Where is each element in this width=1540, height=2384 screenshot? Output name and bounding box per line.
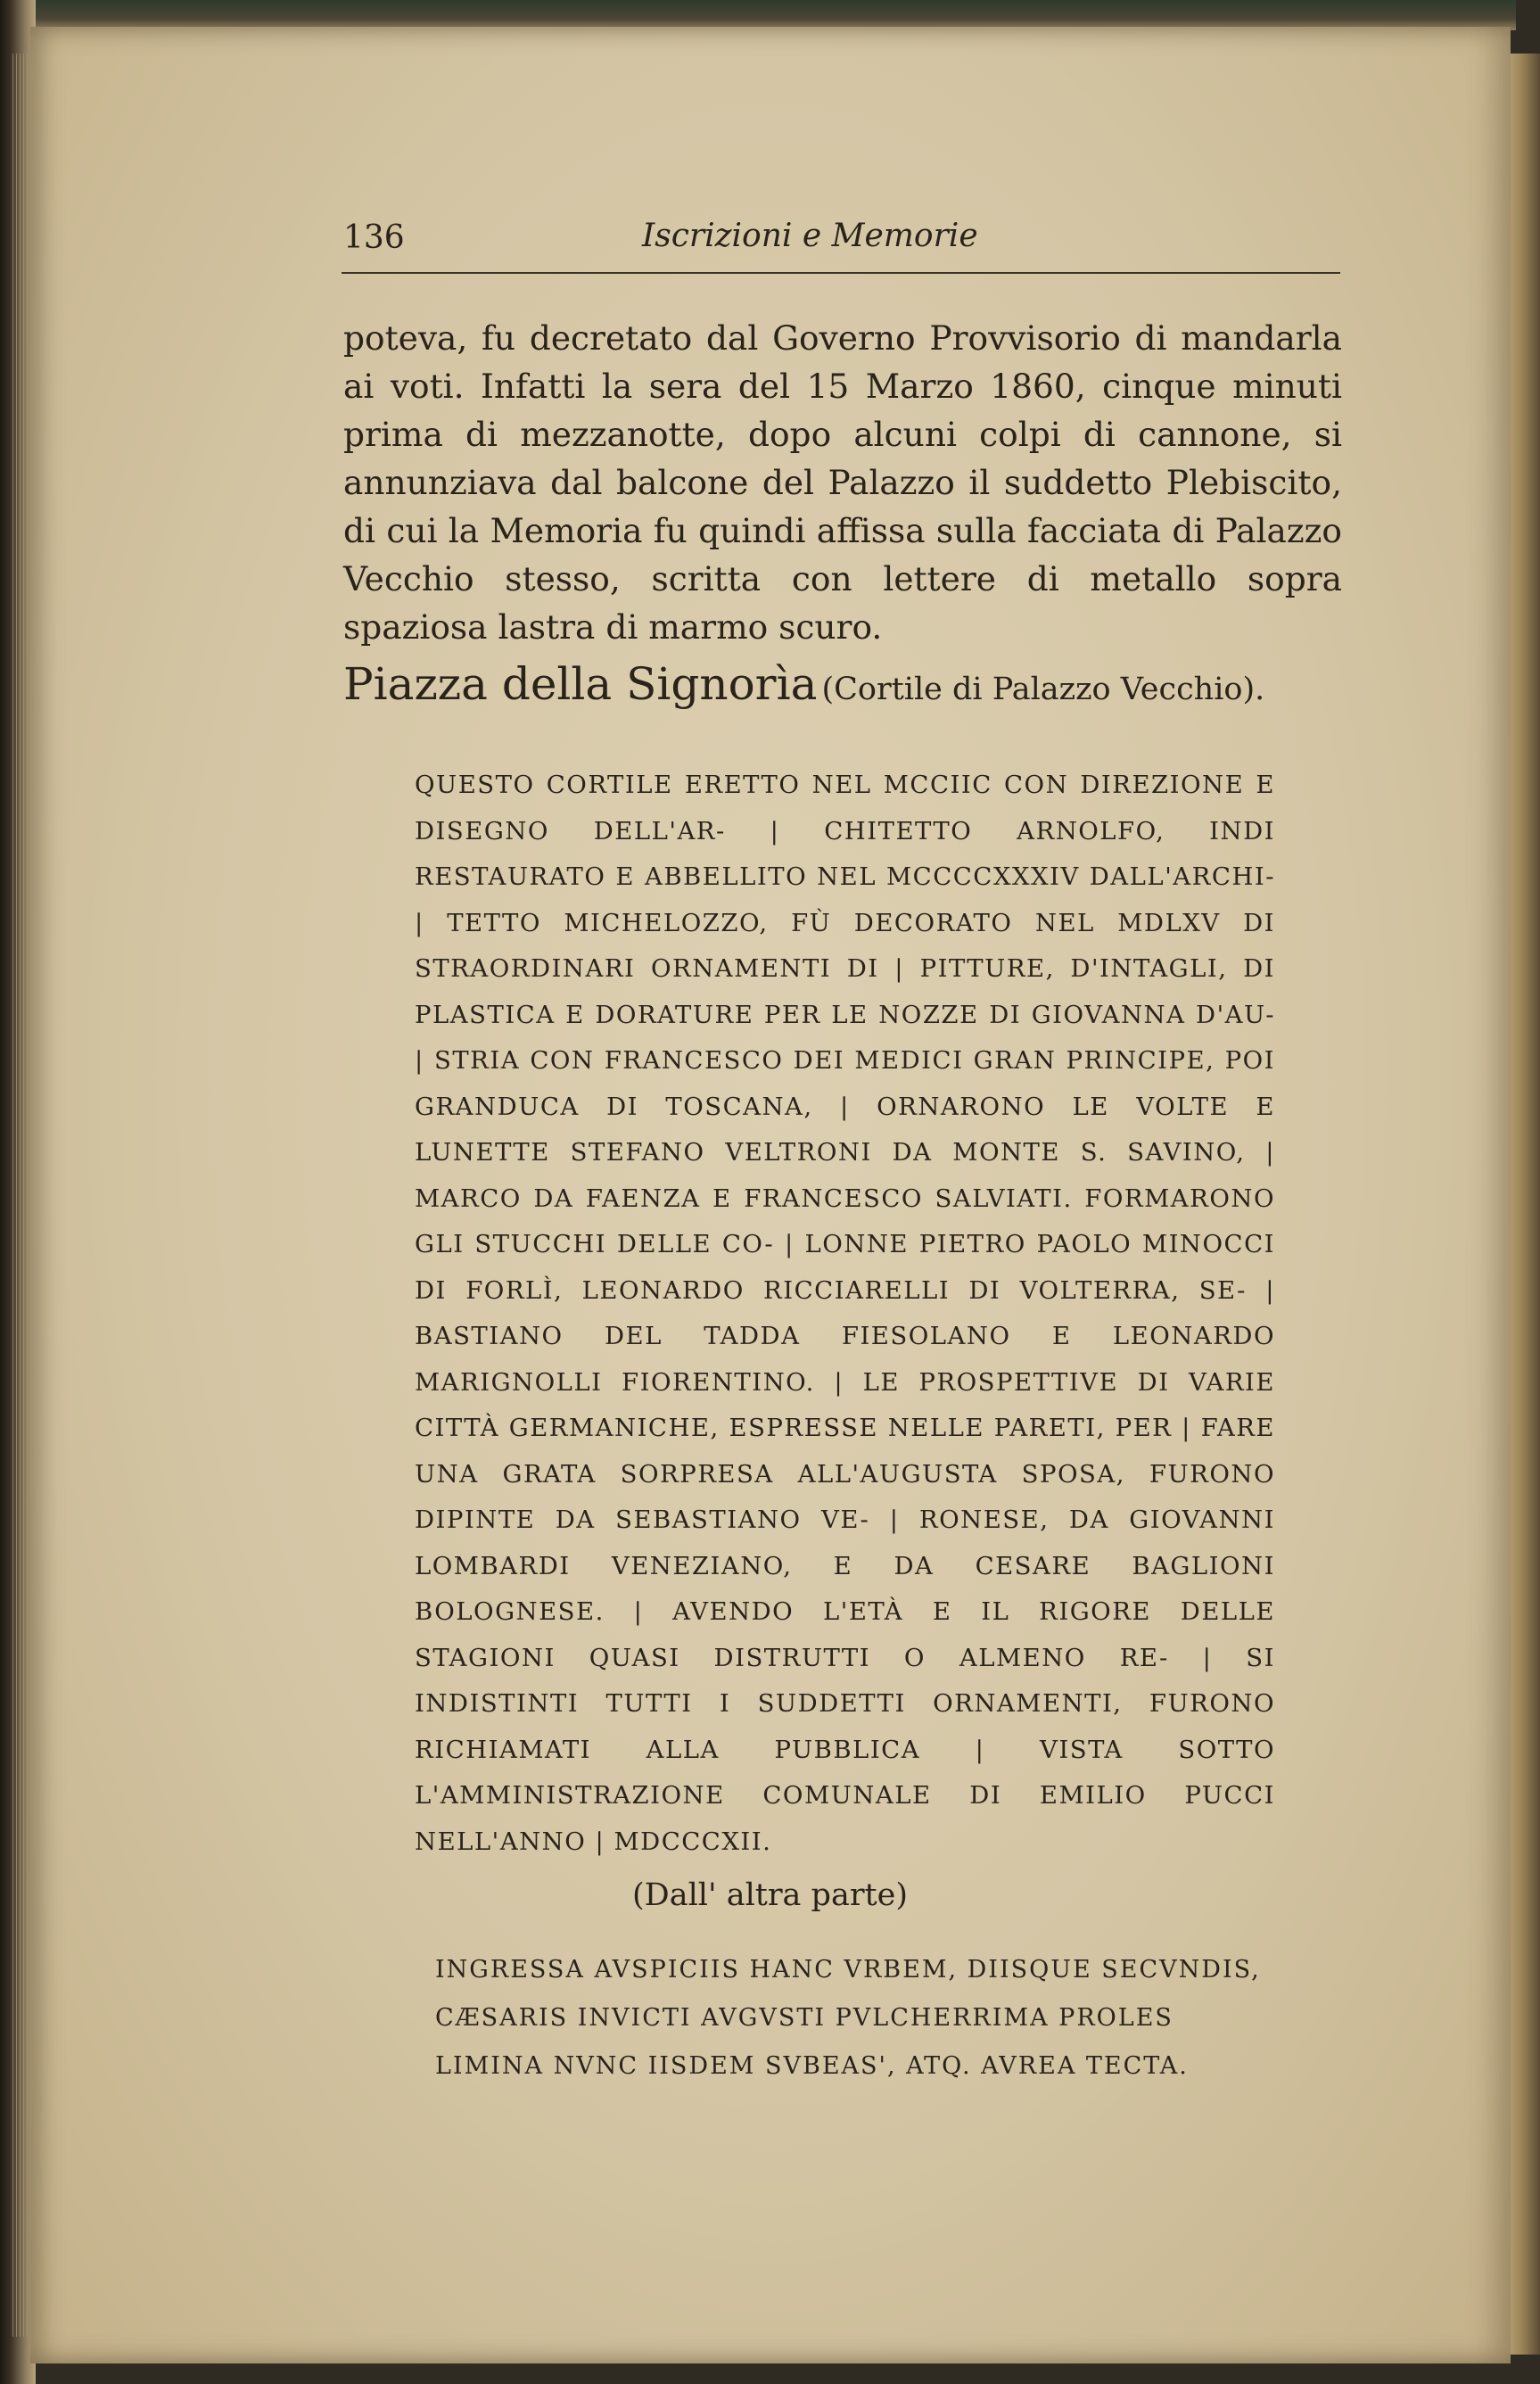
body-paragraph: poteva, fu decretato dal Governo Provvisorio di mandarla ai voti. Infatti la sera del 15 Marzo 1860, cinque minuti prima di mezzanotte, dopo alcuni colpi di cannone, si annunziava dal balcone del Palazzo il suddetto Plebiscito, di cui la Memoria fu quindi affissa sulla facciata di Palazzo Vecchio stesso, scritta con lettere di metallo sopra spaziosa lastra di marmo scuro. xyxy=(343,318,1342,647)
page-number: 136 xyxy=(343,219,405,256)
header-rule xyxy=(342,272,1340,274)
book-right-edge xyxy=(1509,54,1540,2355)
latin-line-2: CÆSARIS INVICTI AVGVSTI PVLCHERRIMA PROLES xyxy=(435,2004,1174,2032)
section-heading xyxy=(343,658,1264,710)
section-subtitle: (Cortile di Palazzo Vecchio). xyxy=(821,672,1265,707)
other-side-label: (Dall' altra parte) xyxy=(631,1877,908,1913)
running-head: Iscrizioni e Memorie xyxy=(642,218,978,254)
section-title: Piazza della Signorìa xyxy=(343,658,818,710)
latin-line-1: INGRESSA AVSPICIIS HANC VRBEM, DIISQUE SECVNDIS, xyxy=(435,1956,1261,1984)
book-top-edge xyxy=(36,0,1516,30)
latin-line-3: LIMINA NVNC IISDEM SVBEAS', ATQ. AVREA TECTA. xyxy=(435,2052,1189,2080)
page-stack-edges xyxy=(12,54,32,2337)
inscription-text: QUESTO CORTILE ERETTO NEL MCCIIC CON DIREZIONE E DISEGNO DELL'AR- | CHITETTO ARNOLFO, INDI RESTAURATO E ABBELLITO NEL MCCCCXXXIV DALL'ARCHI- | TETTO MICHELOZZO, FÙ DECORATO NEL MDLXV DI STRAORDINARI ORNAMENTI DI | PITTURE, D'INTAGLI, DI PLASTICA E DORATURE PER LE NOZZE DI GIOVANNA D'AU- | STRIA CON FRANCESCO DEI MEDICI GRAN PRINCIPE, POI GRANDUCA DI TOSCANA, | ORNARONO LE VOLTE E LUNETTE STEFANO VELTRONI DA MONTE S. SAVINO, | MARCO DA FAENZA E FRANCESCO SALVIATI. FORMARONO GLI STUCCHI DELLE CO- | LONNE PIETRO PAOLO MINOCCI DI FORLÌ, LEONARDO RICCIARELLI DI VOLTERRA, SE- | BASTIANO DEL TADDA FIESOLANO E LEONARDO MARIGNOLLI FIORENTINO. | LE PROSPETTIVE DI VARIE CITTÀ GERMANICHE, ESPRESSE NELLE PARETI, PER | FARE UNA GRATA SORPRESA ALL'AUGUSTA SPOSA, FURONO DIPINTE DA SEBASTIANO VE- | RONESE, DA GIOVANNI LOMBARDI VENEZIANO, E DA CESARE BAGLIONI BOLOGNESE. | AVENDO L'ETÀ E IL RIGORE DELLE STAGIONI QUASI DISTRUTTI O ALMENO RE- | SI INDISTINTI TUTTI I SUDDETTI ORNAMENTI, FURONO RICHIAMATI ALLA PUBBLICA | VISTA SOTTO L'AMMINISTRAZIONE COMUNALE DI EMILIO PUCCI NELL'ANNO | MDCCCXII. xyxy=(415,771,1275,1856)
